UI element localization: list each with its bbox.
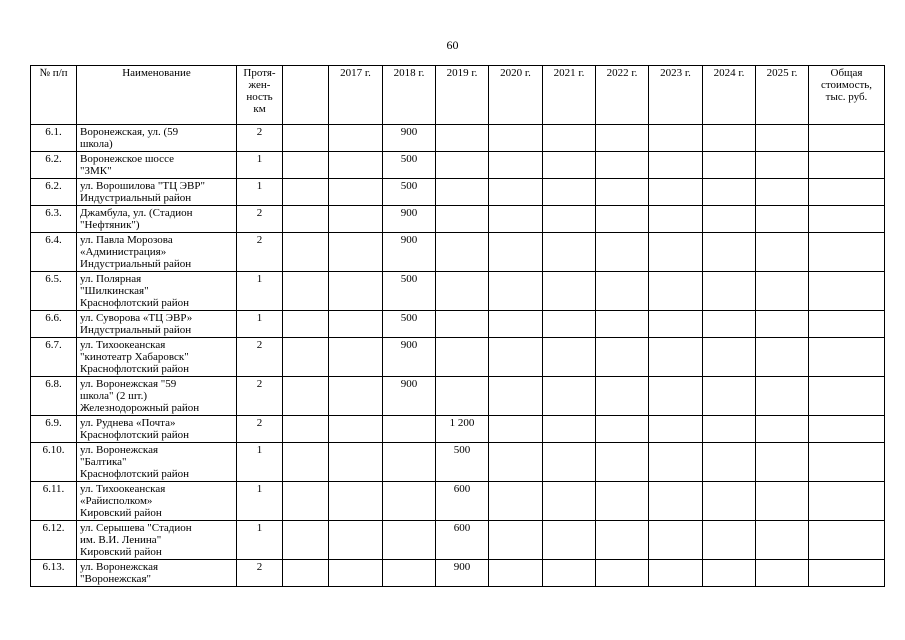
row-length: 1 bbox=[237, 152, 283, 179]
row-year-value: 1 200 bbox=[436, 416, 489, 443]
row-year-value bbox=[756, 179, 809, 206]
row-year-value bbox=[756, 443, 809, 482]
row-year-value bbox=[756, 272, 809, 311]
row-year-value: 900 bbox=[383, 233, 436, 272]
row-year-value bbox=[649, 206, 703, 233]
row-year-value bbox=[649, 311, 703, 338]
table-row bbox=[31, 179, 885, 206]
header-num: № п/п bbox=[31, 66, 77, 125]
row-year-value bbox=[329, 416, 383, 443]
row-year-value bbox=[649, 560, 703, 587]
table-row bbox=[31, 521, 885, 560]
row-total-cost bbox=[809, 443, 885, 482]
row-year-value bbox=[329, 377, 383, 416]
row-year-value bbox=[543, 233, 596, 272]
row-number: 6.4. bbox=[31, 233, 77, 272]
road-works-table bbox=[30, 65, 885, 587]
page-number: 60 bbox=[446, 38, 459, 52]
table-row bbox=[31, 152, 885, 179]
row-length: 1 bbox=[237, 311, 283, 338]
row-year-value bbox=[543, 206, 596, 233]
row-total-cost bbox=[809, 338, 885, 377]
row-number: 6.8. bbox=[31, 377, 77, 416]
row-name: ул. Воронежская "Балтика" Краснофлотский район bbox=[77, 443, 237, 482]
row-blank-cell bbox=[283, 311, 329, 338]
row-number: 6.3. bbox=[31, 206, 77, 233]
row-year-value bbox=[543, 311, 596, 338]
row-number: 6.2. bbox=[31, 152, 77, 179]
row-year-value bbox=[756, 311, 809, 338]
row-year-value: 500 bbox=[383, 311, 436, 338]
row-year-value bbox=[329, 443, 383, 482]
row-total-cost bbox=[809, 521, 885, 560]
row-length: 2 bbox=[237, 416, 283, 443]
row-length: 2 bbox=[237, 338, 283, 377]
row-year-value bbox=[756, 482, 809, 521]
row-total-cost bbox=[809, 272, 885, 311]
row-name: ул. Ворошилова "ТЦ ЭВР" Индустриальный район bbox=[77, 179, 237, 206]
row-blank-cell bbox=[283, 560, 329, 587]
row-year-value bbox=[596, 560, 649, 587]
row-total-cost bbox=[809, 233, 885, 272]
row-year-value bbox=[383, 560, 436, 587]
row-year-value bbox=[436, 179, 489, 206]
row-year-value bbox=[329, 179, 383, 206]
row-year-value bbox=[756, 152, 809, 179]
row-length: 1 bbox=[237, 443, 283, 482]
row-year-value bbox=[756, 206, 809, 233]
row-blank-cell bbox=[283, 443, 329, 482]
row-year-value bbox=[596, 125, 649, 152]
table-row bbox=[31, 272, 885, 311]
row-length: 2 bbox=[237, 377, 283, 416]
row-name: ул. Руднева «Почта» Краснофлотский район bbox=[77, 416, 237, 443]
row-year-value bbox=[436, 206, 489, 233]
row-year-value bbox=[703, 272, 756, 311]
row-number: 6.10. bbox=[31, 443, 77, 482]
row-length: 1 bbox=[237, 521, 283, 560]
header-year: 2017 г. bbox=[329, 66, 383, 125]
row-year-value bbox=[649, 272, 703, 311]
row-number: 6.11. bbox=[31, 482, 77, 521]
row-year-value bbox=[489, 272, 543, 311]
row-year-value bbox=[436, 152, 489, 179]
row-year-value: 500 bbox=[383, 179, 436, 206]
row-year-value bbox=[756, 338, 809, 377]
row-total-cost bbox=[809, 560, 885, 587]
row-year-value bbox=[703, 338, 756, 377]
row-year-value bbox=[703, 152, 756, 179]
row-number: 6.2. bbox=[31, 179, 77, 206]
row-year-value bbox=[703, 521, 756, 560]
row-year-value bbox=[489, 338, 543, 377]
table-row bbox=[31, 233, 885, 272]
row-length: 1 bbox=[237, 179, 283, 206]
row-blank-cell bbox=[283, 521, 329, 560]
row-year-value bbox=[649, 443, 703, 482]
table-row bbox=[31, 377, 885, 416]
row-year-value bbox=[436, 311, 489, 338]
row-year-value bbox=[703, 233, 756, 272]
row-year-value bbox=[649, 179, 703, 206]
row-year-value bbox=[596, 521, 649, 560]
row-number: 6.7. bbox=[31, 338, 77, 377]
row-total-cost bbox=[809, 152, 885, 179]
row-year-value bbox=[489, 521, 543, 560]
row-length: 2 bbox=[237, 206, 283, 233]
row-name: ул. Суворова «ТЦ ЭВР» Индустриальный район bbox=[77, 311, 237, 338]
row-name: ул. Воронежская "Воронежская" bbox=[77, 560, 237, 587]
row-year-value bbox=[756, 125, 809, 152]
row-year-value bbox=[489, 125, 543, 152]
row-year-value bbox=[703, 311, 756, 338]
row-year-value bbox=[649, 416, 703, 443]
row-year-value bbox=[489, 443, 543, 482]
row-year-value bbox=[383, 521, 436, 560]
row-year-value: 900 bbox=[383, 338, 436, 377]
row-year-value bbox=[756, 416, 809, 443]
row-year-value bbox=[489, 560, 543, 587]
row-year-value bbox=[383, 443, 436, 482]
row-number: 6.13. bbox=[31, 560, 77, 587]
row-year-value bbox=[596, 179, 649, 206]
header-year: 2021 г. bbox=[543, 66, 596, 125]
row-year-value bbox=[489, 416, 543, 443]
table-row bbox=[31, 560, 885, 587]
row-year-value bbox=[543, 521, 596, 560]
row-name: ул. Серышева "Стадион им. В.И. Ленина" Кировский район bbox=[77, 521, 237, 560]
row-year-value bbox=[436, 233, 489, 272]
row-year-value bbox=[489, 377, 543, 416]
row-year-value bbox=[329, 272, 383, 311]
row-blank-cell bbox=[283, 272, 329, 311]
row-year-value bbox=[543, 338, 596, 377]
row-name: ул. Воронежская "59 школа" (2 шт.) Железнодорожный район bbox=[77, 377, 237, 416]
table-row bbox=[31, 311, 885, 338]
header-year: 2018 г. bbox=[383, 66, 436, 125]
row-name: ул. Павла Морозова «Администрация» Индустриальный район bbox=[77, 233, 237, 272]
row-blank-cell bbox=[283, 152, 329, 179]
row-year-value bbox=[436, 272, 489, 311]
row-year-value bbox=[756, 560, 809, 587]
table-row bbox=[31, 482, 885, 521]
row-year-value bbox=[329, 338, 383, 377]
row-year-value bbox=[543, 152, 596, 179]
row-year-value bbox=[489, 233, 543, 272]
row-length: 2 bbox=[237, 233, 283, 272]
row-year-value bbox=[703, 482, 756, 521]
row-blank-cell bbox=[283, 482, 329, 521]
row-year-value bbox=[649, 377, 703, 416]
header-year: 2022 г. bbox=[596, 66, 649, 125]
row-blank-cell bbox=[283, 377, 329, 416]
row-year-value bbox=[596, 377, 649, 416]
row-year-value: 900 bbox=[383, 206, 436, 233]
row-year-value bbox=[543, 443, 596, 482]
row-length: 1 bbox=[237, 272, 283, 311]
row-year-value bbox=[329, 206, 383, 233]
row-year-value: 500 bbox=[383, 272, 436, 311]
table-body bbox=[31, 125, 885, 587]
row-year-value bbox=[329, 560, 383, 587]
row-year-value bbox=[596, 206, 649, 233]
table-row bbox=[31, 443, 885, 482]
header-year: 2020 г. bbox=[489, 66, 543, 125]
row-year-value bbox=[703, 125, 756, 152]
row-name: Джамбула, ул. (Стадион "Нефтяник") bbox=[77, 206, 237, 233]
row-blank-cell bbox=[283, 125, 329, 152]
row-length: 2 bbox=[237, 125, 283, 152]
row-year-value bbox=[703, 416, 756, 443]
row-blank-cell bbox=[283, 338, 329, 377]
row-year-value: 600 bbox=[436, 482, 489, 521]
row-year-value bbox=[329, 482, 383, 521]
row-number: 6.6. bbox=[31, 311, 77, 338]
row-name: ул. Тихоокеанская "кинотеатр Хабаровск" Краснофлотский район bbox=[77, 338, 237, 377]
row-year-value bbox=[756, 521, 809, 560]
row-year-value bbox=[489, 311, 543, 338]
row-total-cost bbox=[809, 311, 885, 338]
row-year-value bbox=[649, 152, 703, 179]
row-year-value bbox=[329, 521, 383, 560]
row-year-value bbox=[383, 416, 436, 443]
row-total-cost bbox=[809, 377, 885, 416]
row-year-value bbox=[543, 179, 596, 206]
row-year-value bbox=[596, 272, 649, 311]
row-year-value bbox=[649, 482, 703, 521]
row-year-value bbox=[489, 179, 543, 206]
row-number: 6.12. bbox=[31, 521, 77, 560]
row-year-value bbox=[436, 377, 489, 416]
row-year-value bbox=[329, 233, 383, 272]
row-name: ул. Полярная "Шилкинская" Краснофлотский район bbox=[77, 272, 237, 311]
row-year-value bbox=[756, 233, 809, 272]
row-year-value: 500 bbox=[436, 443, 489, 482]
table-row bbox=[31, 125, 885, 152]
row-total-cost bbox=[809, 206, 885, 233]
row-year-value bbox=[489, 152, 543, 179]
table-row bbox=[31, 338, 885, 377]
row-year-value bbox=[596, 482, 649, 521]
row-year-value bbox=[703, 560, 756, 587]
header-year: 2023 г. bbox=[649, 66, 703, 125]
row-year-value bbox=[596, 311, 649, 338]
row-year-value bbox=[436, 125, 489, 152]
row-name: ул. Тихоокеанская «Райисполком» Кировский район bbox=[77, 482, 237, 521]
row-total-cost bbox=[809, 125, 885, 152]
row-year-value: 600 bbox=[436, 521, 489, 560]
row-year-value bbox=[329, 311, 383, 338]
row-year-value: 900 bbox=[383, 125, 436, 152]
row-year-value bbox=[649, 125, 703, 152]
row-year-value bbox=[329, 125, 383, 152]
row-year-value: 900 bbox=[383, 377, 436, 416]
header-length: Протя- жен- ность км bbox=[237, 66, 283, 125]
row-blank-cell bbox=[283, 206, 329, 233]
header-year: 2024 г. bbox=[703, 66, 756, 125]
row-number: 6.1. bbox=[31, 125, 77, 152]
row-year-value bbox=[649, 338, 703, 377]
row-number: 6.5. bbox=[31, 272, 77, 311]
row-blank-cell bbox=[283, 416, 329, 443]
row-blank-cell bbox=[283, 179, 329, 206]
row-length: 2 bbox=[237, 560, 283, 587]
row-year-value bbox=[543, 377, 596, 416]
row-year-value bbox=[703, 377, 756, 416]
row-total-cost bbox=[809, 482, 885, 521]
row-year-value bbox=[489, 206, 543, 233]
header-year: 2025 г. bbox=[756, 66, 809, 125]
header-year: 2019 г. bbox=[436, 66, 489, 125]
row-name: Воронежское шоссе "ЗМК" bbox=[77, 152, 237, 179]
row-total-cost bbox=[809, 416, 885, 443]
table-row bbox=[31, 416, 885, 443]
row-year-value bbox=[703, 179, 756, 206]
row-year-value bbox=[703, 206, 756, 233]
header-name: Наименование bbox=[77, 66, 237, 125]
row-year-value bbox=[543, 482, 596, 521]
row-year-value bbox=[649, 521, 703, 560]
row-year-value bbox=[596, 233, 649, 272]
row-year-value bbox=[596, 416, 649, 443]
row-year-value bbox=[543, 416, 596, 443]
row-year-value bbox=[543, 272, 596, 311]
row-year-value bbox=[756, 377, 809, 416]
header-total-cost: Общая стоимость, тыс. руб. bbox=[809, 66, 885, 125]
row-year-value bbox=[703, 443, 756, 482]
row-year-value bbox=[383, 482, 436, 521]
row-total-cost bbox=[809, 179, 885, 206]
row-year-value bbox=[596, 338, 649, 377]
header-blank bbox=[283, 66, 329, 125]
row-blank-cell bbox=[283, 233, 329, 272]
row-year-value bbox=[329, 152, 383, 179]
row-year-value bbox=[596, 443, 649, 482]
row-year-value bbox=[649, 233, 703, 272]
row-year-value bbox=[543, 125, 596, 152]
row-year-value bbox=[543, 560, 596, 587]
row-year-value: 900 bbox=[436, 560, 489, 587]
row-year-value bbox=[436, 338, 489, 377]
header-row bbox=[31, 66, 885, 125]
row-number: 6.9. bbox=[31, 416, 77, 443]
row-name: Воронежская, ул. (59 школа) bbox=[77, 125, 237, 152]
row-year-value: 500 bbox=[383, 152, 436, 179]
row-length: 1 bbox=[237, 482, 283, 521]
row-year-value bbox=[596, 152, 649, 179]
row-year-value bbox=[489, 482, 543, 521]
table-row bbox=[31, 206, 885, 233]
